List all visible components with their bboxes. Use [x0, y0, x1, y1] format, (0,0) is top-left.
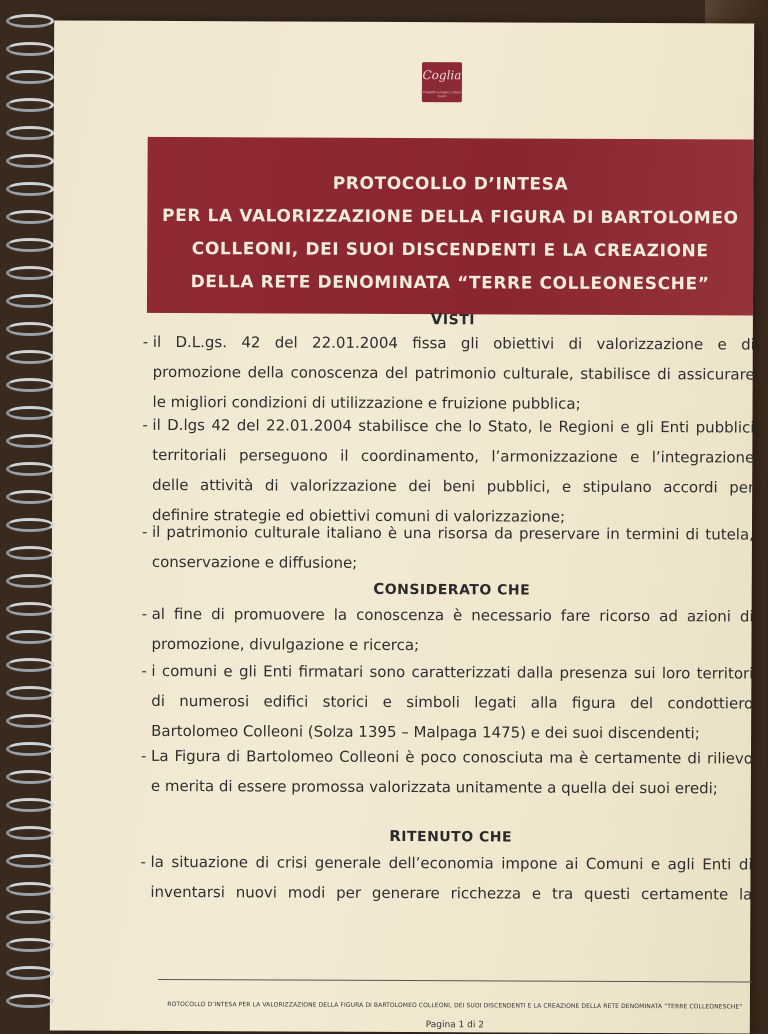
heading-rest: ISTI: [442, 312, 476, 329]
list-item: [141, 741, 753, 804]
spiral-coil: [6, 490, 54, 504]
list-item: [140, 847, 752, 910]
title-line: DELLA RETE DENOMINATA “TERRE COLLEONESCHE”: [190, 272, 710, 295]
spiral-coil: [6, 434, 54, 448]
spiral-coil: [6, 574, 54, 588]
footer-running-title: ROTOCOLLO D’INTESA PER LA VALORIZZAZIONE DELLA FIGURA DI BARTOLOMEO COLLEONI, DEI SUOI DISCENDENTI E LA CREAZIONE DELLA RETE DENOMINATA “TERRE COLLEONESCHE”: [167, 1000, 743, 1011]
text-line: il D.L.gs. 42 del 22.01.2004 fissa gli obiettivi di valorizzazione e di: [152, 332, 755, 354]
spiral-coil: [6, 182, 54, 196]
title-line: COLLEONI, DEI SUOI DISCENDENTI E LA CREAZIONE: [191, 239, 709, 262]
spiral-coil: [6, 882, 54, 896]
list-dash: -: [141, 661, 147, 680]
spiral-coil: [6, 770, 54, 784]
text-line: promozione della conoscenza del patrimonio culturale, stabilisce di assicurare: [152, 362, 755, 384]
spiral-coil: [6, 854, 54, 868]
list-dash: -: [141, 604, 148, 623]
heading-initial: R: [389, 826, 402, 845]
list-dash: -: [142, 332, 149, 351]
title-line: PER LA VALORIZZAZIONE DELLA FIGURA DI BARTOLOMEO: [162, 205, 739, 229]
list-item: [142, 517, 754, 580]
spiral-coil: [6, 378, 54, 392]
spiral-coil: [6, 294, 54, 308]
spiral-coil: [6, 938, 54, 952]
title-banner: [147, 137, 754, 316]
spiral-coil: [6, 546, 54, 560]
section-heading-ritenuto: [151, 826, 751, 847]
text-line: i comuni e gli Enti firmatari sono caratterizzati dalla presenza sui loro territori: [151, 661, 754, 683]
text-line: La Figura di Bartolomeo Colleoni è poco conosciuta ma è certamente di rilievo: [150, 746, 754, 768]
spiral-coil: [6, 630, 54, 644]
text-line: di numerosi edifici storici e simboli legati alla figura del condottiero: [151, 691, 754, 713]
list-dash: -: [140, 746, 147, 765]
spiral-coil: [6, 966, 54, 980]
spiral-coil: [6, 70, 54, 84]
heading-rest: ONSIDERATO CHE: [384, 581, 531, 599]
title-line: PROTOCOLLO D’INTESA: [332, 173, 569, 195]
footer-divider: [158, 979, 752, 983]
spiral-coil: [6, 42, 54, 56]
spiral-coil: [6, 322, 54, 336]
spiral-coil: [6, 126, 54, 140]
page-number: Pagina 1 di 2: [425, 1020, 484, 1031]
spiral-coil: [6, 658, 54, 672]
list-dash: -: [141, 522, 148, 541]
spiral-coil: [6, 714, 54, 728]
text-line: la situazione di crisi generale dell’economia impone ai Comuni e agli Enti di: [150, 852, 753, 874]
heading-rest: ITENUTO CHE: [401, 828, 513, 846]
text-line: e merita di essere promossa valorizzata unitamente a quella dei suoi eredi;: [150, 776, 718, 798]
spiral-coil: [6, 14, 54, 28]
spiral-coil: [6, 98, 54, 112]
brand-logo: [422, 62, 462, 102]
logo-word: Coglia: [422, 68, 462, 83]
document-page: [50, 20, 754, 1033]
text-line: inventarsi nuovi modi per generare ricchezza e tra questi certamente la: [150, 882, 753, 904]
list-item: [142, 327, 754, 420]
text-line: Bartolomeo Colleoni (Solza 1395 – Malpaga 1475) e dei suoi discendenti;: [151, 721, 700, 743]
heading-initial: C: [373, 579, 385, 598]
text-line: conservazione e diffusione;: [151, 552, 358, 572]
spiral-coil: [6, 350, 54, 364]
heading-initial: V: [430, 310, 443, 329]
spiral-coil: [6, 406, 54, 420]
spiral-coil: [6, 266, 54, 280]
spiral-coil: [6, 518, 54, 532]
section-heading-considerato: [152, 579, 752, 600]
logo-subtitle: Progetto sviluppo culture locali: [423, 90, 461, 99]
spiral-coil: [6, 994, 54, 1008]
spiral-coil: [6, 238, 54, 252]
spiral-coil: [6, 798, 54, 812]
text-line: promozione, divulgazione e ricerca;: [151, 634, 420, 655]
spiral-coil: [6, 462, 54, 476]
spiral-coil: [6, 686, 54, 700]
spiral-coil: [6, 210, 54, 224]
text-line: le migliori condizioni di utilizzazione e fruizione pubblica;: [152, 392, 581, 413]
text-line: al fine di promuovere la conoscenza è necessario fare ricorso ad azioni di: [151, 604, 754, 626]
list-item: [141, 656, 753, 749]
spiral-binding: [6, 14, 58, 1024]
list-item: [141, 599, 753, 662]
list-dash: -: [140, 852, 146, 871]
text-line: definire strategie ed obiettivi comuni di valorizzazione;: [152, 505, 566, 526]
spiral-coil: [6, 910, 54, 924]
spiral-coil: [6, 154, 54, 168]
text-line: delle attività di valorizzazione dei beni pubblici, e stipulano accordi per: [152, 475, 755, 497]
list-dash: -: [142, 415, 148, 434]
text-line: territoriali perseguono il coordinamento, l’armonizzazione e l’integrazione: [152, 445, 755, 467]
spiral-coil: [6, 602, 54, 616]
spiral-coil: [6, 742, 54, 756]
text-line: il patrimonio culturale italiano è una risorsa da preservare in termini di tutela,: [151, 522, 755, 544]
text-line: il D.lgs 42 del 22.01.2004 stabilisce che lo Stato, le Regioni e gli Enti pubblici: [152, 415, 755, 437]
spiral-coil: [6, 826, 54, 840]
list-item: [142, 410, 755, 533]
